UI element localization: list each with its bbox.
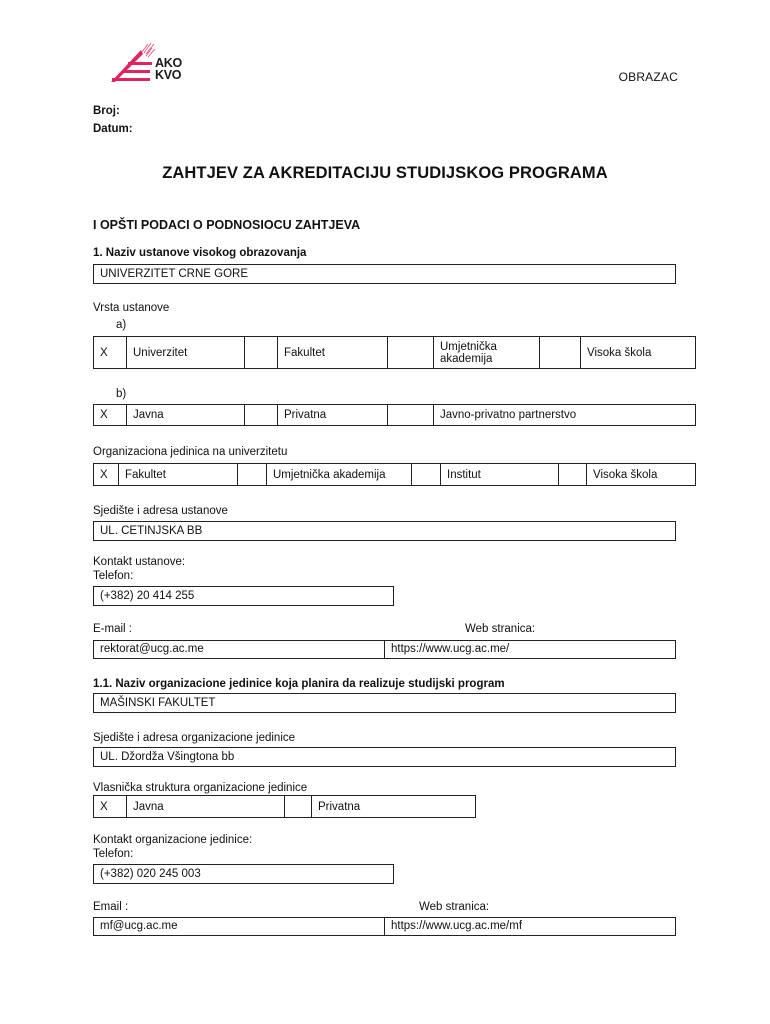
unit-address-label: Sjedište i adresa organizacione jedinice: [93, 732, 296, 744]
broj-label: Broj:: [93, 105, 120, 117]
email-field[interactable]: rektorat@ucg.ac.me: [94, 641, 385, 658]
org-option-visoka: Visoka škola: [593, 468, 658, 481]
logo-text-bottom: KVO: [155, 68, 182, 82]
org-option-fakultet: Fakultet: [119, 464, 238, 485]
phone-label: Telefon:: [93, 570, 134, 582]
type-a-option-univerzitet: Univerzitet: [127, 337, 245, 368]
type-a-check-fakultet[interactable]: [245, 337, 278, 368]
contact-label: Kontakt ustanove:: [93, 556, 186, 568]
email-web-row: [93, 640, 676, 659]
type-a-option-akademija: Umjetnička akademija: [434, 337, 540, 368]
unit-email-field[interactable]: mf@ucg.ac.me: [94, 918, 385, 935]
unit-ownership-table: [93, 795, 476, 818]
org-check-institut[interactable]: [412, 464, 441, 485]
type-a-check-visoka[interactable]: [540, 337, 581, 368]
type-b-option-jpp: Javno-privatno partnerstvo: [440, 409, 577, 421]
phone-field[interactable]: (+382) 20 414 255: [93, 586, 394, 606]
ownership-type-table: [93, 404, 696, 426]
institution-name-label: 1. Naziv ustanove visokog obrazovanja: [93, 247, 307, 259]
org-unit-table: [93, 463, 696, 486]
type-b-label: b): [116, 388, 127, 400]
type-a-label: a): [116, 319, 127, 331]
org-unit-label: Organizaciona jedinica na univerzitetu: [93, 446, 288, 458]
unit-phone-label: Telefon:: [93, 848, 134, 860]
ownership-check-privatna[interactable]: [285, 796, 312, 817]
unit-web-field[interactable]: https://www.ucg.ac.me/mf: [391, 920, 523, 932]
unit-name-field[interactable]: MAŠINSKI FAKULTET: [93, 693, 676, 713]
type-b-check-privatna[interactable]: [245, 405, 278, 425]
address-label: Sjedište i adresa ustanove: [93, 505, 228, 517]
web-label: Web stranica:: [465, 623, 536, 635]
form-label: OBRAZAC: [618, 70, 678, 84]
institution-name-field[interactable]: UNIVERZITET CRNE GORE: [93, 264, 676, 284]
unit-address-field[interactable]: UL. Džordža Všingtona bb: [93, 747, 676, 767]
institution-type-table: [93, 336, 696, 369]
unit-email-web-row: [93, 917, 676, 936]
org-check-visoka[interactable]: [559, 464, 587, 485]
ownership-label: Vlasnička struktura organizacione jedinice: [93, 782, 308, 794]
org-option-institut: Institut: [441, 464, 559, 485]
ownership-option-privatna: Privatna: [318, 800, 361, 813]
unit-phone-field[interactable]: (+382) 020 245 003: [93, 864, 394, 884]
type-a-option-visoka: Visoka škola: [587, 346, 652, 359]
logo-text-top: AKO: [155, 56, 182, 70]
type-b-check-javna[interactable]: X: [94, 405, 127, 425]
institution-type-label: Vrsta ustanove: [93, 302, 170, 314]
org-check-akademija[interactable]: [238, 464, 267, 485]
ownership-check-javna[interactable]: X: [94, 796, 127, 817]
org-option-akademija: Umjetnička akademija: [267, 464, 412, 485]
ownership-option-javna: Javna: [127, 796, 285, 817]
address-field[interactable]: UL. CETINJSKA BB: [93, 521, 676, 541]
type-b-option-javna: Javna: [127, 405, 245, 425]
unit-contact-label: Kontakt organizacione jedinice:: [93, 834, 253, 846]
type-a-option-fakultet: Fakultet: [278, 337, 388, 368]
akokvo-logo: [108, 40, 188, 86]
unit-web-label: Web stranica:: [419, 901, 490, 913]
type-b-option-privatna: Privatna: [278, 405, 388, 425]
type-a-check-akademija[interactable]: [388, 337, 434, 368]
unit-email-label: Email :: [93, 901, 129, 913]
unit-name-label: 1.1. Naziv organizacione jedinice koja planira da realizuje studijski program: [93, 678, 505, 690]
web-field[interactable]: https://www.ucg.ac.me/: [391, 643, 510, 655]
document-title: ZAHTJEV ZA AKREDITACIJU STUDIJSKOG PROGRAMA: [162, 164, 608, 182]
type-b-check-jpp[interactable]: [388, 405, 434, 425]
email-label: E-mail :: [93, 623, 132, 635]
section-heading: I OPŠTI PODACI O PODNOSIOCU ZAHTJEVA: [93, 218, 361, 232]
datum-label: Datum:: [93, 123, 133, 135]
type-a-check-univerzitet[interactable]: X: [94, 337, 127, 368]
org-check-fakultet[interactable]: X: [94, 464, 119, 485]
